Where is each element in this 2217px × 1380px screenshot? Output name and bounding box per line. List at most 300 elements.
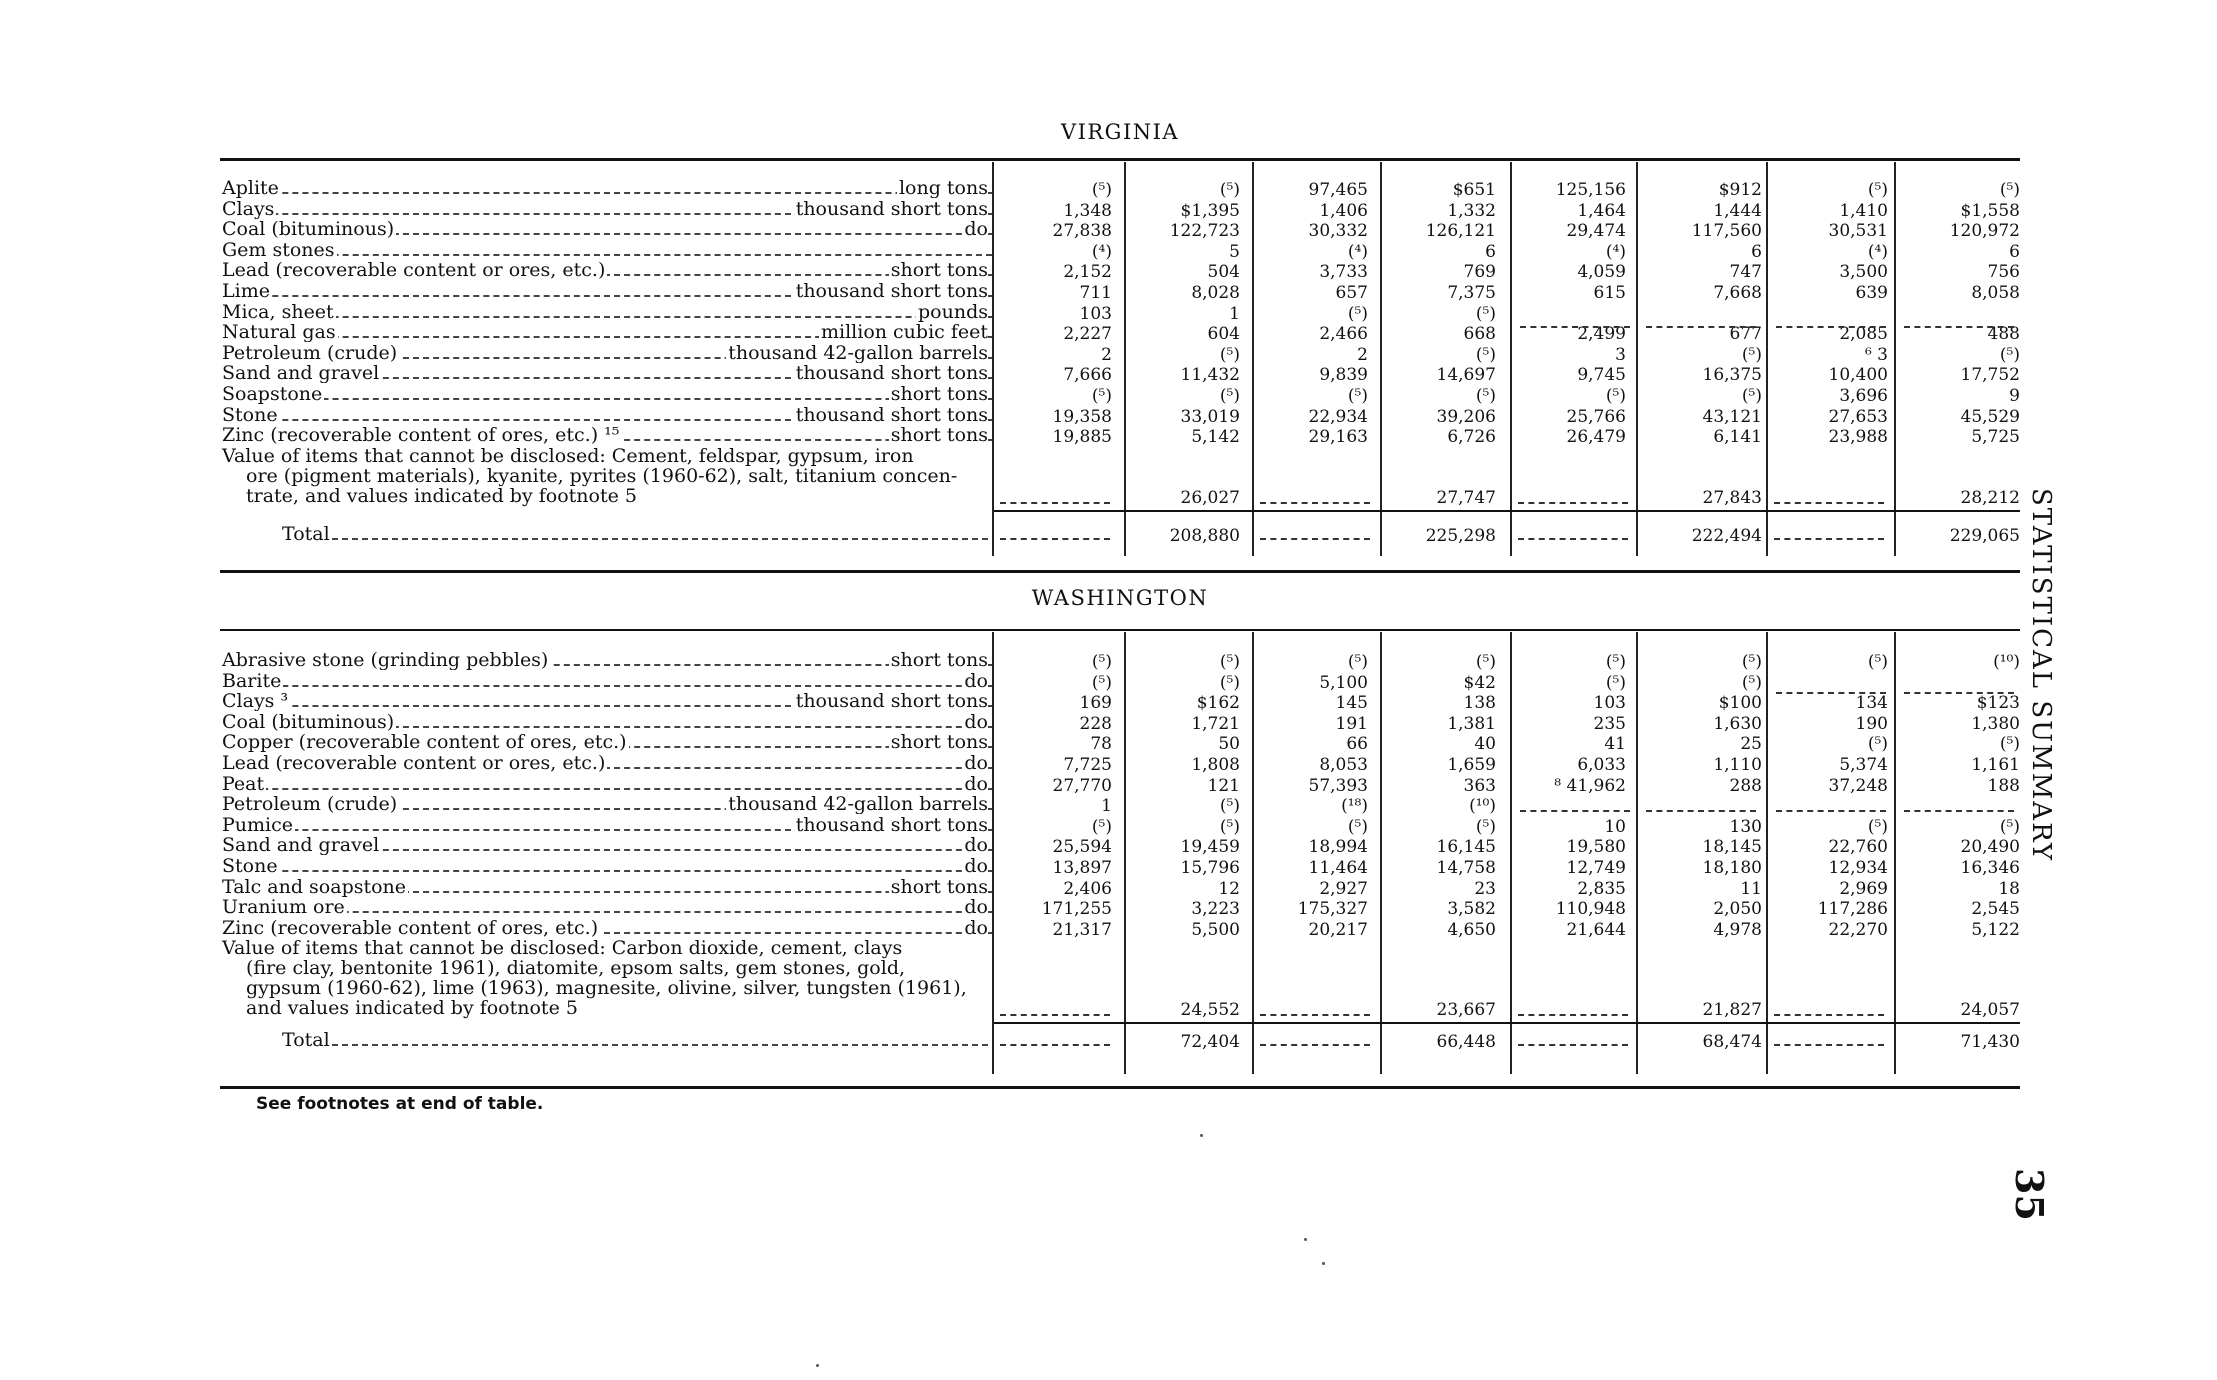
- table-cell: 2,545: [1971, 899, 2020, 920]
- table-cell: (⁵): [1999, 816, 2020, 837]
- table-cell: 145: [1335, 693, 1368, 714]
- leader-dots: [222, 254, 992, 256]
- table-cell: (⁵): [1867, 816, 1888, 837]
- table-cell: (⁵): [1999, 344, 2020, 365]
- table-cell: 12: [1218, 878, 1240, 899]
- table-cell: $162: [1196, 693, 1240, 714]
- table-cell: 29,163: [1308, 427, 1368, 448]
- blank-dash: [1000, 502, 1110, 504]
- table-cell: 7,725: [1063, 755, 1112, 775]
- table-cell: 24,552: [1180, 1000, 1240, 1020]
- table-cell: 10,400: [1828, 365, 1888, 386]
- table-cell: 11: [1740, 878, 1762, 899]
- table-cell: 39,206: [1436, 406, 1496, 427]
- table-cell: 488: [1987, 324, 2020, 345]
- table-cell: 20,490: [1960, 837, 2020, 858]
- row-label: [222, 281, 992, 301]
- table-cell: 1,721: [1191, 713, 1240, 734]
- total-label: [282, 1030, 992, 1050]
- blank-dash: [1776, 326, 1886, 328]
- item-name: Clays: [222, 198, 275, 219]
- table-cell: 134: [1855, 693, 1888, 714]
- table-cell: 1,659: [1447, 755, 1496, 775]
- table-cell: 4,650: [1447, 919, 1496, 940]
- table-cell: (⁵): [1347, 816, 1368, 837]
- section-title-washington: WASHINGTON: [1031, 586, 1209, 610]
- table-cell: 9,745: [1577, 365, 1626, 386]
- table-cell: 288: [1729, 775, 1762, 796]
- blank-dash: [1260, 1044, 1370, 1046]
- unit-label: short tons: [890, 260, 988, 281]
- table-cell: 19,459: [1180, 837, 1240, 858]
- table-cell: $100: [1718, 693, 1762, 714]
- item-name: Uranium ore: [222, 897, 345, 918]
- rule: [994, 510, 2020, 512]
- table-cell: 747: [1729, 262, 1762, 283]
- table-cell: 12,934: [1828, 858, 1888, 878]
- table-cell: 14,758: [1436, 858, 1496, 878]
- table-cell: 27,747: [1436, 488, 1496, 508]
- leader-dots: [282, 538, 988, 540]
- table-cell: 16,375: [1702, 365, 1762, 386]
- table-cell: 229,065: [1949, 526, 2020, 546]
- table-cell: 103: [1079, 303, 1112, 324]
- rule: [220, 1086, 2020, 1089]
- table-cell: 7,668: [1713, 283, 1762, 303]
- item-name: Mica, sheet: [222, 301, 334, 322]
- table-cell: 191: [1335, 713, 1368, 734]
- table-cell: 9,839: [1319, 365, 1368, 386]
- table-cell: 33,019: [1180, 406, 1240, 427]
- blank-dash: [1904, 326, 2014, 328]
- table-cell: 225,298: [1425, 526, 1496, 546]
- unit-label: do: [964, 856, 988, 876]
- table-cell: 1,410: [1839, 200, 1888, 221]
- table-cell: 175,327: [1297, 899, 1368, 920]
- item-name: Coal (bituminous): [222, 711, 395, 732]
- table-cell: 5,374: [1839, 755, 1888, 775]
- table-cell: 2,085: [1839, 324, 1888, 345]
- table-cell: (⁵): [1741, 652, 1762, 672]
- table-cell: 18,180: [1702, 858, 1762, 878]
- table-cell: 25,766: [1566, 406, 1626, 427]
- blank-dash: [1520, 810, 1630, 812]
- table-cell: 169: [1079, 693, 1112, 714]
- blank-dash: [1646, 810, 1756, 812]
- table-cell: 6: [1751, 241, 1762, 262]
- table-cell: 1,406: [1319, 200, 1368, 221]
- blank-dash: [1774, 1044, 1884, 1046]
- table-cell: 1,161: [1971, 755, 2020, 775]
- table-cell: 1,630: [1713, 713, 1762, 734]
- blank-dash: [1776, 810, 1886, 812]
- unit-label: thousand short tons: [795, 281, 988, 301]
- item-name: Copper (recoverable content of ores, etc.): [222, 732, 627, 753]
- row-label: [222, 918, 992, 938]
- item-name: Peat: [222, 773, 265, 794]
- unit-label: short tons: [890, 650, 988, 670]
- table-cell: 125,156: [1555, 180, 1626, 200]
- table-cell: 14,697: [1436, 365, 1496, 386]
- table-cell: (⁵): [1741, 386, 1762, 406]
- table-cell: 27,838: [1052, 221, 1112, 242]
- table-cell: 8,053: [1319, 755, 1368, 775]
- table-cell: 23: [1474, 878, 1496, 899]
- table-cell: 2,466: [1319, 324, 1368, 345]
- row-label: [222, 343, 992, 363]
- row-label: [222, 219, 992, 239]
- table-cell: 110,948: [1555, 899, 1626, 920]
- table-cell: (⁵): [1219, 180, 1240, 200]
- table-cell: 72,404: [1180, 1032, 1240, 1052]
- table-cell: (⁵): [1219, 652, 1240, 672]
- table-cell: (⁵): [1475, 386, 1496, 406]
- table-cell: $651: [1452, 180, 1496, 200]
- table-cell: (⁵): [1867, 180, 1888, 200]
- table-cell: 1,380: [1971, 713, 2020, 734]
- table-cell: 21,644: [1566, 919, 1626, 940]
- table-cell: (⁵): [1091, 386, 1112, 406]
- blank-dash: [1000, 538, 1110, 540]
- table-cell: (⁴): [1867, 241, 1888, 262]
- blank-dash: [1904, 692, 2014, 694]
- table-cell: 121: [1207, 775, 1240, 796]
- table-cell: 10: [1604, 816, 1626, 837]
- table-cell: (⁵): [1867, 734, 1888, 755]
- table-cell: 668: [1463, 324, 1496, 345]
- leader-dots: [222, 685, 992, 687]
- table-cell: 1,110: [1713, 755, 1762, 775]
- table-cell: (⁵): [1867, 652, 1888, 672]
- table-cell: (⁵): [1219, 672, 1240, 693]
- table-cell: 22,270: [1828, 919, 1888, 940]
- table-cell: (⁵): [1091, 816, 1112, 837]
- table-cell: 5,100: [1319, 672, 1368, 693]
- item-name: Petroleum (crude): [222, 794, 398, 815]
- blank-dash: [1260, 538, 1370, 540]
- table-cell: 45,529: [1960, 406, 2020, 427]
- table-cell: 2,499: [1577, 324, 1626, 345]
- table-cell: 6: [1485, 241, 1496, 262]
- unit-label: thousand 42-gallon barrels: [728, 794, 988, 815]
- row-label: [222, 405, 992, 425]
- table-cell: 6: [2009, 241, 2020, 262]
- table-cell: 18,145: [1702, 837, 1762, 858]
- table-cell: 120,972: [1949, 221, 2020, 242]
- running-title: STATISTICAL SUMMARY: [2026, 488, 2056, 863]
- item-name: Zinc (recoverable content of ores, etc.) ¹⁵: [222, 425, 620, 446]
- table-cell: 103: [1593, 693, 1626, 714]
- item-name: Zinc (recoverable content of ores, etc.): [222, 917, 599, 938]
- item-name: Barite: [222, 670, 282, 691]
- row-label: [222, 322, 992, 342]
- unit-label: thousand short tons: [795, 363, 988, 384]
- leader-dots: [222, 192, 992, 194]
- row-label: [222, 199, 992, 219]
- unit-label: do: [964, 753, 988, 773]
- table-cell: (⁵): [1605, 672, 1626, 693]
- table-cell: 22,934: [1308, 406, 1368, 427]
- item-name: Stone: [222, 404, 278, 425]
- speck: [816, 1364, 819, 1367]
- row-label: [222, 794, 992, 814]
- table-cell: 2,969: [1839, 878, 1888, 899]
- unit-label: short tons: [890, 732, 988, 753]
- table-cell: 25: [1740, 734, 1762, 755]
- table-cell: 1: [1101, 796, 1112, 817]
- table-cell: $1,558: [1960, 200, 2020, 221]
- table-cell: 30,332: [1308, 221, 1368, 242]
- table-cell: (⁵): [1605, 652, 1626, 672]
- note-line: Value of items that cannot be disclosed: Cement, feldspar, gypsum, iron: [222, 445, 914, 467]
- table-cell: 3,500: [1839, 262, 1888, 283]
- table-cell: 208,880: [1169, 526, 1240, 546]
- unit-label: do: [964, 917, 988, 938]
- leader-dots: [222, 316, 992, 318]
- blank-dash: [1260, 1014, 1370, 1016]
- table-cell: 117,286: [1817, 899, 1888, 920]
- item-name: Natural gas: [222, 322, 336, 343]
- blank-dash: [1518, 1014, 1628, 1016]
- table-cell: 11,432: [1180, 365, 1240, 386]
- item-name: Lead (recoverable content or ores, etc.): [222, 260, 606, 281]
- table-cell: 19,580: [1566, 837, 1626, 858]
- total-text: Total: [282, 1029, 330, 1051]
- item-name: Stone: [222, 856, 278, 876]
- page-number: 35: [2007, 1168, 2052, 1221]
- row-label: [222, 260, 992, 280]
- blank-dash: [1260, 502, 1370, 504]
- unit-label: thousand short tons: [795, 404, 988, 425]
- table-cell: 6,141: [1713, 427, 1762, 448]
- row-label: [222, 671, 992, 691]
- leader-dots: [222, 870, 992, 872]
- table-cell: 21,827: [1702, 1000, 1762, 1020]
- row-label: [222, 877, 992, 897]
- table-cell: 2,152: [1063, 262, 1112, 283]
- item-name: Clays ³: [222, 691, 289, 712]
- blank-dash: [1774, 1014, 1884, 1016]
- note-line: Value of items that cannot be disclosed: Carbon dioxide, cement, clays: [222, 937, 903, 959]
- table-cell: 18,994: [1308, 837, 1368, 858]
- table-cell: 138: [1463, 693, 1496, 714]
- table-cell: 190: [1855, 713, 1888, 734]
- table-cell: 604: [1207, 324, 1240, 345]
- table-cell: ⁶ 3: [1864, 344, 1888, 365]
- item-name: Coal (bituminous): [222, 219, 395, 240]
- table-cell: 24,057: [1960, 1000, 2020, 1020]
- table-cell: 2: [1357, 344, 1368, 365]
- row-label: [222, 753, 992, 773]
- unit-label: short tons: [890, 425, 988, 446]
- blank-dash: [1646, 326, 1756, 328]
- unit-label: thousand short tons: [795, 814, 988, 835]
- table-cell: 756: [1987, 262, 2020, 283]
- unit-label: do: [964, 773, 988, 794]
- leader-dots: [222, 398, 992, 400]
- table-cell: 1: [1229, 303, 1240, 324]
- note-line: trate, and values indicated by footnote 5: [246, 485, 637, 507]
- table-cell: (⁵): [1475, 652, 1496, 672]
- row-label: [222, 835, 992, 855]
- table-cell: 188: [1987, 775, 2020, 796]
- speck: [1304, 1238, 1307, 1241]
- table-cell: 3,582: [1447, 899, 1496, 920]
- table-cell: 228: [1079, 713, 1112, 734]
- table-cell: 16,145: [1436, 837, 1496, 858]
- footnote: See footnotes at end of table.: [256, 1094, 544, 1114]
- table-cell: 97,465: [1308, 180, 1368, 200]
- table-cell: 4,059: [1577, 262, 1626, 283]
- table-cell: 15,796: [1180, 858, 1240, 878]
- table-cell: 41: [1604, 734, 1626, 755]
- table-cell: (⁵): [1605, 386, 1626, 406]
- row-label: [222, 302, 992, 322]
- table-cell: (⁴): [1347, 241, 1368, 262]
- unit-label: long tons: [898, 178, 988, 198]
- table-cell: 2: [1101, 344, 1112, 365]
- table-cell: 639: [1855, 283, 1888, 303]
- row-label: [222, 650, 992, 670]
- row-label: [222, 732, 992, 752]
- table-cell: 37,248: [1828, 775, 1888, 796]
- table-cell: 7,666: [1063, 365, 1112, 386]
- table-cell: (⁴): [1605, 241, 1626, 262]
- table-cell: (⁵): [1475, 303, 1496, 324]
- table-cell: (⁵): [1091, 672, 1112, 693]
- table-cell: 22,760: [1828, 837, 1888, 858]
- table-cell: 1,808: [1191, 755, 1240, 775]
- table-cell: 78: [1090, 734, 1112, 755]
- item-name: Petroleum (crude): [222, 342, 398, 363]
- table-cell: 677: [1729, 324, 1762, 345]
- table-cell: 1,444: [1713, 200, 1762, 221]
- table-cell: 5,122: [1971, 919, 2020, 940]
- table-cell: 711: [1079, 283, 1112, 303]
- table-cell: 171,255: [1041, 899, 1112, 920]
- blank-dash: [1000, 1044, 1110, 1046]
- table-cell: (¹⁸): [1341, 796, 1368, 817]
- table-cell: (⁵): [1999, 180, 2020, 200]
- table-cell: 1,332: [1447, 200, 1496, 221]
- total-text: Total: [282, 523, 330, 545]
- table-cell: 3,696: [1839, 386, 1888, 406]
- table-cell: 3,223: [1191, 899, 1240, 920]
- table-cell: 1,381: [1447, 713, 1496, 734]
- unit-label: do: [964, 835, 988, 856]
- row-label: [222, 178, 992, 198]
- unit-label: do: [964, 711, 988, 732]
- item-name: Abrasive stone (grinding pebbles): [222, 650, 549, 670]
- table-cell: 23,667: [1436, 1000, 1496, 1020]
- table-cell: (⁵): [1741, 344, 1762, 365]
- row-label: [222, 897, 992, 917]
- item-name: Aplite: [222, 178, 279, 198]
- table-cell: (⁵): [1091, 652, 1112, 672]
- table-cell: (⁵): [1219, 796, 1240, 817]
- table-cell: 28,212: [1960, 488, 2020, 508]
- table-cell: 57,393: [1308, 775, 1368, 796]
- row-label: [222, 856, 992, 876]
- speck: [1200, 1134, 1203, 1137]
- table-cell: 4,978: [1713, 919, 1762, 940]
- table-cell: 16,346: [1960, 858, 2020, 878]
- blank-dash: [1518, 1044, 1628, 1046]
- leader-dots: [282, 1044, 988, 1046]
- table-cell: 26,479: [1566, 427, 1626, 448]
- total-label: [282, 524, 992, 544]
- table-cell: 5,142: [1191, 427, 1240, 448]
- blank-dash: [1904, 810, 2014, 812]
- table-cell: 23,988: [1828, 427, 1888, 448]
- table-cell: 11,464: [1308, 858, 1368, 878]
- item-name: Sand and gravel: [222, 835, 380, 856]
- table-cell: 19,885: [1052, 427, 1112, 448]
- table-cell: 9: [2009, 386, 2020, 406]
- undisclosed-note: [222, 446, 992, 506]
- rule: [220, 570, 2020, 573]
- table-cell: 6,033: [1577, 755, 1626, 775]
- row-label: [222, 384, 992, 404]
- note-line: (fire clay, bentonite 1961), diatomite, epsom salts, gem stones, gold,: [246, 957, 906, 979]
- table-cell: 17,752: [1960, 365, 2020, 386]
- row-label: [222, 691, 992, 711]
- blank-dash: [1518, 502, 1628, 504]
- item-name: Lime: [222, 281, 270, 301]
- table-cell: 19,358: [1052, 406, 1112, 427]
- table-cell: 8,058: [1971, 283, 2020, 303]
- undisclosed-note: [222, 938, 992, 1018]
- rule: [220, 158, 2020, 161]
- table-cell: 68,474: [1702, 1032, 1762, 1052]
- note-line: and values indicated by footnote 5: [246, 997, 578, 1019]
- table-cell: 3,733: [1319, 262, 1368, 283]
- unit-label: short tons: [890, 384, 988, 404]
- table-cell: $123: [1976, 693, 2020, 714]
- unit-label: do: [964, 670, 988, 691]
- item-name: Sand and gravel: [222, 363, 380, 384]
- blank-dash: [1520, 326, 1630, 328]
- table-cell: 5,500: [1191, 919, 1240, 940]
- table-cell: 5,725: [1971, 427, 2020, 448]
- table-cell: (⁵): [1347, 652, 1368, 672]
- table-cell: 66: [1346, 734, 1368, 755]
- item-name: Pumice: [222, 814, 293, 835]
- table-cell: 235: [1593, 713, 1626, 734]
- table-cell: 27,653: [1828, 406, 1888, 427]
- table-cell: 126,121: [1425, 221, 1496, 242]
- table-cell: 66,448: [1436, 1032, 1496, 1052]
- rule: [994, 1022, 2020, 1024]
- table-cell: 27,770: [1052, 775, 1112, 796]
- table-cell: 20,217: [1308, 919, 1368, 940]
- table-cell: 43,121: [1702, 406, 1762, 427]
- speck: [1322, 1262, 1325, 1265]
- blank-dash: [1518, 538, 1628, 540]
- table-cell: 222,494: [1691, 526, 1762, 546]
- table-cell: (⁵): [1741, 672, 1762, 693]
- table-cell: 7,375: [1447, 283, 1496, 303]
- table-cell: 2,050: [1713, 899, 1762, 920]
- table-cell: 6,726: [1447, 427, 1496, 448]
- table-cell: (⁵): [1347, 303, 1368, 324]
- row-label: [222, 815, 992, 835]
- table-cell: 71,430: [1960, 1032, 2020, 1052]
- table-cell: 769: [1463, 262, 1496, 283]
- blank-dash: [1774, 538, 1884, 540]
- table-cell: 657: [1335, 283, 1368, 303]
- row-label: [222, 363, 992, 383]
